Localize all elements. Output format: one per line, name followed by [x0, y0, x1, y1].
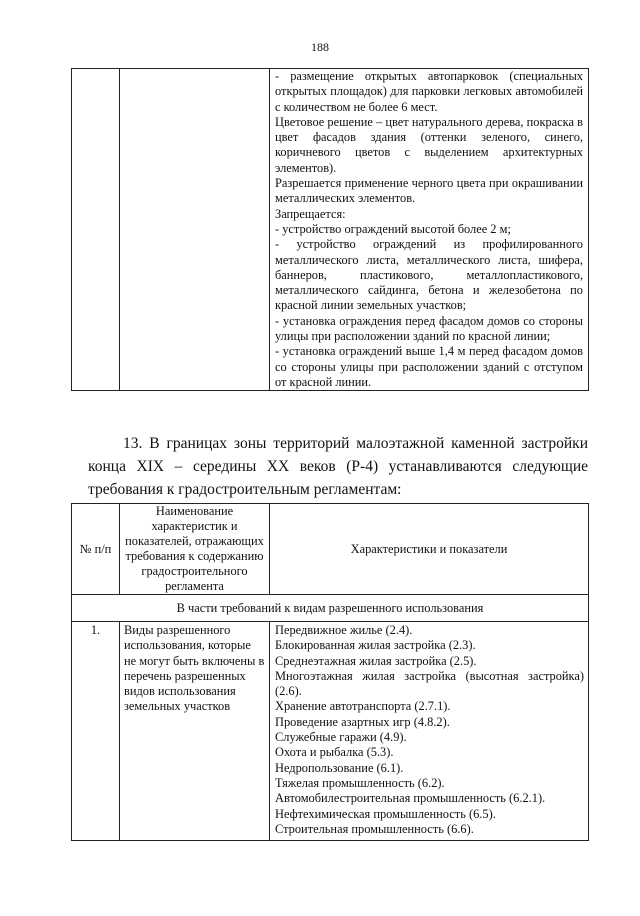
list-item: Нефтехимическая промышленность (6.5).: [275, 806, 496, 821]
table-row: [72, 69, 589, 391]
row-values: [270, 622, 589, 841]
table-paragraph: - устройство ограждений из профилированного металлического листа, металлического листа, шифера, баннеров, пластикового, металлопластикового, металлического сайдинга, бетона и железобетона по красной линии земельных участков;: [275, 237, 583, 313]
table-header-row: [72, 504, 589, 595]
list-item: Блокированная жилая застройка (2.3).: [275, 638, 476, 653]
header-values: Характеристики и показатели: [270, 504, 589, 595]
table-paragraph: Цветовое решение – цвет натурального дерева, покраска в цвет фасадов здания (оттенки зеленого, синего, коричневого цветов с выделением архитектурных элементов).: [275, 114, 583, 175]
table-paragraph: Запрещается:: [275, 206, 346, 221]
table-cell-number: [72, 69, 120, 391]
table-paragraph: Разрешается применение черного цвета при окрашивании металлических элементов.: [275, 176, 583, 206]
list-item: Недропользование (6.1).: [275, 760, 404, 775]
table-row: [72, 622, 589, 841]
row-number: 1.: [72, 622, 120, 841]
list-item: Многоэтажная жилая застройка (высотная застройка) (2.6).: [275, 668, 584, 699]
list-item: Проведение азартных игр (4.8.2).: [275, 714, 450, 729]
table-paragraph: - установка ограждения перед фасадом домов со стороны улицы при расположении зданий по красной линии;: [275, 313, 583, 344]
list-item: Строительная промышленность (6.6).: [275, 821, 474, 836]
list-item: Охота и рыбалка (5.3).: [275, 745, 394, 760]
table-cell-name: [120, 69, 270, 391]
list-item: Передвижное жилье (2.4).: [275, 623, 413, 637]
header-characteristic-name: Наименование характеристик и показателей, отражающих требования к содержанию градостроительного регламента: [120, 504, 270, 595]
table-paragraph: - размещение открытых автопарковок (специальных открытых площадок) для парковки легковых автомобилей с количеством не более 6 мест.: [275, 69, 583, 114]
list-item: Автомобилестроительная промышленность (6.2.1).: [275, 791, 546, 806]
header-number: № п/п: [72, 504, 120, 595]
list-item: Хранение автотранспорта (2.7.1).: [275, 699, 451, 714]
row-characteristic: Виды разрешенного использования, которые не могут быть включены в перечень разрешенных видов использования земельных участков: [120, 622, 270, 841]
list-item: Тяжелая промышленность (6.2).: [275, 775, 445, 790]
list-item: Служебные гаражи (4.9).: [275, 730, 407, 745]
section-paragraph: [88, 432, 588, 501]
table-cell-values: [270, 69, 589, 391]
section-row-title: В части требований к видам разрешенного использования: [72, 595, 589, 622]
section-text: 13. В границах зоны территорий малоэтажной каменной застройки конца XIX – середины XX веков (Р-4) устанавливаются следующие требования к градостроительным регламентам:: [88, 435, 588, 498]
requirements-table: [71, 503, 589, 841]
table-paragraph: - установка ограждений выше 1,4 м перед фасадом домов со стороны улицы при расположении зданий с отступом от красной линии.: [275, 344, 583, 389]
table-section-row: [72, 595, 589, 622]
continuation-table: [71, 68, 589, 391]
page-number: 188: [311, 40, 329, 54]
table-paragraph: - устройство ограждений высотой более 2 м;: [275, 221, 511, 236]
list-item: Среднеэтажная жилая застройка (2.5).: [275, 653, 477, 668]
